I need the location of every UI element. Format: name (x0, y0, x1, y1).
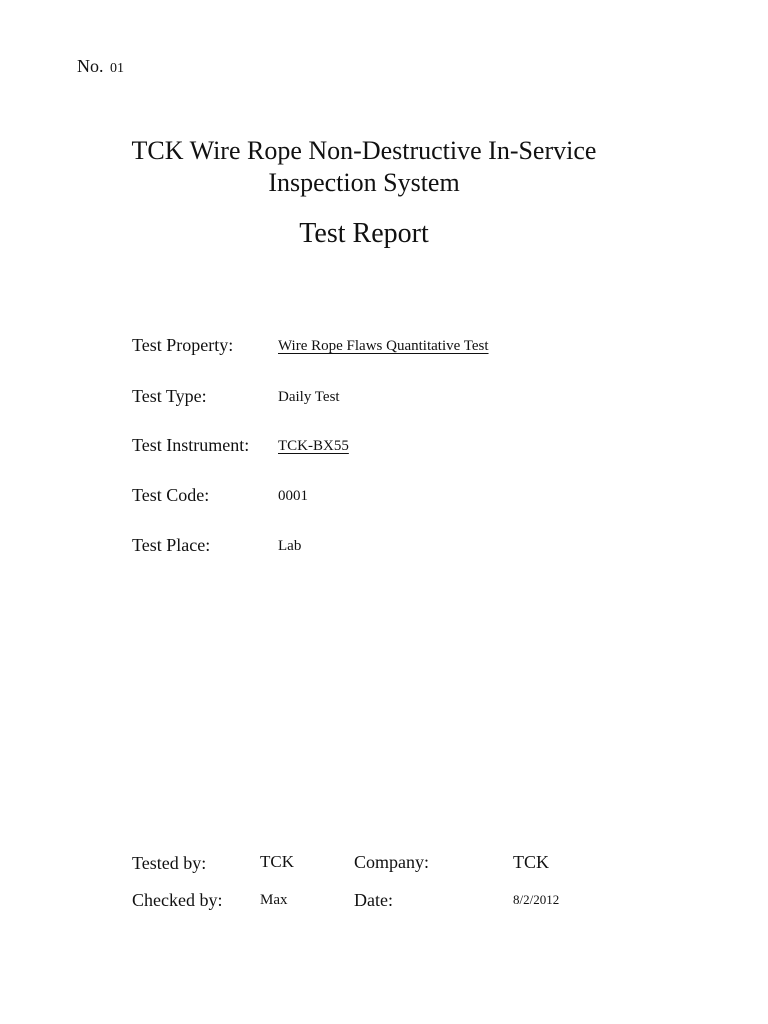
document-number (77, 55, 124, 80)
tested-by-value: TCK (260, 852, 294, 871)
test-instrument-value: TCK-BX55 (278, 438, 349, 454)
date-label: Date: (354, 890, 393, 910)
report-title-line-2: Inspection System (268, 168, 460, 197)
company-label: Company: (354, 852, 429, 872)
document-number-label: No. (77, 56, 104, 76)
test-property-value: Wire Rope Flaws Quantitative Test (278, 338, 489, 354)
test-instrument-label: Test Instrument: (132, 435, 250, 455)
test-code-value: 0001 (278, 488, 308, 504)
tested-by-label: Tested by: (132, 853, 207, 873)
report-subtitle: Test Report (299, 218, 429, 249)
checked-by-value: Max (260, 892, 288, 908)
test-type-label: Test Type: (132, 386, 207, 406)
test-place-label: Test Place: (132, 535, 211, 555)
test-code-label: Test Code: (132, 485, 210, 505)
company-value: TCK (513, 852, 549, 872)
test-type-value: Daily Test (278, 389, 340, 405)
checked-by-label: Checked by: (132, 890, 223, 910)
date-value: 8/2/2012 (513, 892, 560, 907)
test-property-label: Test Property: (132, 335, 234, 355)
document-number-value: 01 (110, 61, 124, 76)
report-title-line-1: TCK Wire Rope Non-Destructive In-Service (131, 136, 597, 165)
test-place-value: Lab (278, 538, 302, 554)
